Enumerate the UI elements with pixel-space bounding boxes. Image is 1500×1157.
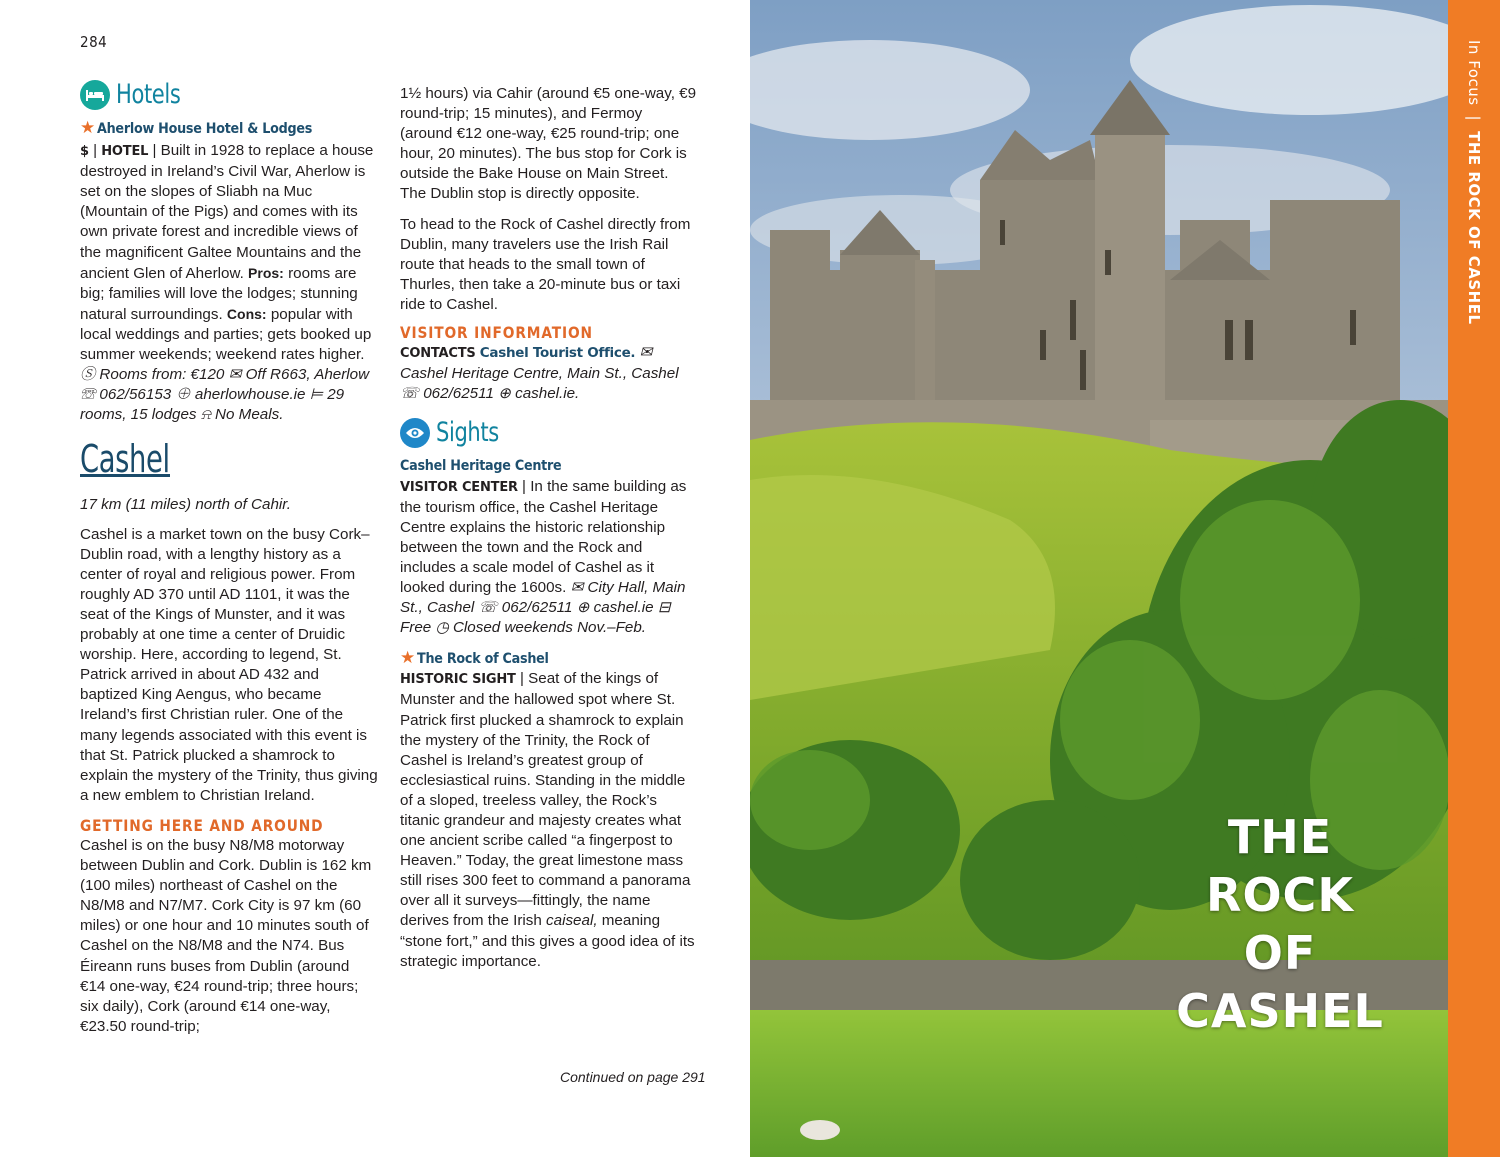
bed-small-icon: ⊨: [309, 386, 323, 404]
meal-icon: ⍾: [200, 406, 211, 424]
getting-here-text: Cashel is on the busy N8/M8 motorway between Dublin and Cork. Dublin is 162 km (100 miles) northeast of Cashel on the N8/M8 and N7/M7. Cork City is 97 km (60 miles) or one hour and 10 minutes south of Cashel on the N8/M8 and the N74. Bus Éireann runs buses from Dublin (around €14 one-way, €24 round-trip; three hours; six daily), Cork (around €14 one-way, €23.50 round-trip;: [80, 837, 372, 1035]
page-number: 284: [80, 33, 108, 51]
hotel-entry: $ | HOTEL | Built in 1928 to replace a house destroyed in Ireland’s Civil War, Aherlow is set on the slopes of Sliabh na Muc (Mountain of the Pigs) and comes with its own private forest and incredible views of the magnificent Galtee Mountains and the ancient Glen of Aherlow. Pros: rooms are big; families will love the lodges; stunning natural surroundings. Cons: popular with local weddings and parties; gets booked up summer weekends; weekend rates higher. Ⓢ Rooms from: €120 ✉ Off R663, Aherlow ☏ 062/56153 ⊕ aherlowhouse.ie ⊨ 29 rooms, 15 lodges ⍾ No Meals.: [80, 142, 374, 424]
side-tab-label: In Focus|THE ROCK OF CASHEL: [1465, 40, 1483, 325]
getting-here-rail: To head to the Rock of Cashel directly from Dublin, many travelers use the Irish Rail route that heads to the small town of Thurles, then take a 20-minute bus or taxi ride to Cashel.: [400, 215, 691, 313]
clock-icon: ◷: [435, 619, 449, 637]
hotel-phone: 062/56153: [99, 386, 172, 404]
hotels-title: Hotels: [116, 78, 181, 110]
phone-icon: ☏: [400, 385, 419, 403]
hotel-rooms-from: Rooms from: €120: [99, 366, 225, 384]
cons-text: popular with local weddings and parties; gets booked up summer weekends; weekend rates higher.: [80, 305, 372, 364]
price-icon: Ⓢ: [80, 366, 96, 384]
photo-title-line-2: OF: [1243, 926, 1317, 980]
web-icon: ⊕: [498, 385, 511, 403]
heritage-title: [400, 456, 698, 476]
side-in-focus: In Focus: [1465, 40, 1483, 106]
ticket-icon: ⊟: [657, 599, 671, 617]
envelope-icon: ✉: [639, 344, 653, 362]
hotels-heading: [80, 80, 378, 110]
heritage-hours: Closed weekends Nov.–Feb.: [452, 619, 647, 637]
envelope-icon: ✉: [228, 366, 242, 384]
contacts-label: CONTACTS: [400, 346, 476, 362]
hotel-name: Aherlow House Hotel & Lodges: [97, 121, 313, 137]
pros-label: Pros:: [248, 264, 284, 281]
contacts: [400, 343, 698, 404]
sights-heading: [400, 418, 698, 448]
heritage-fee: Free: [400, 619, 432, 637]
rock-description-end: meaning “stone fort,” and this gives a good idea of its strategic importance.: [400, 912, 695, 970]
hotel-entry-title: [80, 118, 378, 139]
envelope-icon: ✉: [570, 578, 584, 596]
visitor-info-heading: VISITOR INFORMATION: [400, 323, 593, 343]
rock-name: The Rock of Cashel: [417, 651, 549, 668]
phone-icon: ☏: [478, 599, 498, 617]
sights-title: Sights: [436, 417, 499, 449]
hotel-description: Built in 1928 to replace a house destroyed in Ireland’s Civil War, Aherlow is set on the slopes of Sliabh na Muc (Mountain of the Pigs) and comes with its own private forest and incredible views of the magnificent Galtee Mountains and the ancient Glen of Aherlow.: [80, 142, 374, 282]
star-icon: ★: [80, 118, 96, 137]
heritage-type: VISITOR CENTER: [400, 479, 518, 495]
star-icon: ★: [400, 648, 416, 668]
hotel-address: Off R663, Aherlow: [245, 366, 370, 384]
continued-note: Continued on page 291: [560, 1069, 706, 1085]
contacts-name: Cashel Tourist Office.: [479, 345, 636, 362]
town-description: Cashel is a market town on the busy Cork–Dublin road, with a lengthy history as a center of royal and religious power. From roughly AD 370 until AD 1101, it was the seat of the Kings of Munster, and it was probably at one time a center of Druidic worship. Here, according to legend, St. Patrick arrived in about AD 432 and baptized King Aengus, who became Ireland’s first Christian ruler. One of the many legends associated with this event is that St. Patrick plucked a shamrock to explain the mystery of the Trinity, thus giving a new emblem to Christian Ireland.: [80, 525, 378, 804]
town-subtitle: 17 km (11 miles) north of Cahir.: [80, 495, 292, 513]
column-1: [80, 80, 378, 1047]
hotel-meals: No Meals.: [215, 406, 284, 424]
column-2: [400, 84, 698, 982]
hotel-price: $: [80, 144, 89, 160]
hotel-type: HOTEL: [101, 144, 149, 160]
rock-type: HISTORIC SIGHT: [400, 672, 516, 688]
heritage-web[interactable]: cashel.ie: [593, 599, 654, 617]
rock-entry: HISTORIC SIGHT | Seat of the kings of Munster and the hallowed spot where St. Patrick first plucked a shamrock to explain the mystery of the Trinity, the Rock of Cashel is Ireland’s greatest group of ecclesiastical ruins. Standing in the middle of a sloped, treeless valley, the Rock’s titanic grandeur and majesty creates what one ancient scribe called “a fingerpost to Heaven.” Today, the great limestone mass still rises 300 feet to command a panorama over all it surveys—fittingly, the name derives from the Irish caiseal, meaning “stone fort,” and this gives a good idea of its strategic importance.: [400, 670, 695, 970]
rock-caiseal: caiseal,: [546, 912, 598, 930]
hotel-web[interactable]: aherlowhouse.ie: [194, 386, 306, 404]
phone-icon: ☏: [80, 386, 96, 404]
heritage-name: Cashel Heritage Centre: [400, 458, 562, 475]
contacts-address: Cashel Heritage Centre, Main St., Cashel: [400, 365, 679, 383]
photo-title-line-3: CASHEL: [1176, 984, 1384, 1038]
heritage-address: City Hall, Main St., Cashel: [400, 578, 686, 617]
web-icon: ⊕: [175, 386, 191, 404]
cons-label: Cons:: [226, 305, 267, 322]
pros-text: rooms are big; families will love the lodges; stunning natural surroundings.: [80, 264, 358, 323]
getting-here-continued: 1½ hours) via Cahir (around €5 one-way, €9 round-trip; 15 minutes), and Fermoy (around €12 one-way, €25 round-trip; one hour, 20 minutes). The bus stop for Cork is outside the Bake House on Main Street. The Dublin stop is directly opposite.: [400, 85, 697, 203]
rock-description: Seat of the kings of Munster and the hallowed spot where St. Patrick first plucked a shamrock to explain the mystery of the Trinity, the Rock of Cashel is Ireland’s greatest group of ecclesiastical ruins. Standing in the middle of a sloped, treeless valley, the Rock’s titanic grandeur and majesty creates what one ancient scribe called “a fingerpost to Heaven.” Today, the great limestone mass still rises 300 feet to command a panorama over all it surveys—fittingly, the name derives from the Irish: [400, 670, 691, 930]
side-title: THE ROCK OF CASHEL: [1465, 131, 1483, 325]
hotel-rooms: 29 rooms, 15 lodges: [80, 386, 345, 424]
heritage-description: In the same building as the tourism office, the Cashel Heritage Centre explains the historic relationship between the town and the Rock and includes a scale model of Cashel as it looked during the 1600s.: [400, 477, 687, 596]
contacts-web[interactable]: cashel.ie.: [515, 385, 580, 403]
contacts-phone: 062/62511: [423, 385, 494, 403]
web-icon: ⊕: [576, 599, 590, 617]
bed-icon: [80, 80, 110, 110]
eye-icon: [400, 418, 430, 448]
photo-title-line-1: THE ROCK: [1206, 810, 1354, 922]
town-title: Cashel: [80, 437, 170, 482]
rock-title: [400, 648, 698, 669]
heritage-entry: VISITOR CENTER | In the same building as the tourism office, the Cashel Heritage Centre explains the historic relationship between the town and the Rock and includes a scale model of Cashel as it looked during the 1600s. ✉ City Hall, Main St., Cashel ☏ 062/62511 ⊕ cashel.ie ⊟ Free ◷ Closed weekends Nov.–Feb.: [400, 477, 687, 637]
getting-here-heading: GETTING HERE AND AROUND: [80, 815, 324, 835]
photo-title: [1150, 808, 1410, 1040]
heritage-phone: 062/62511: [501, 599, 573, 617]
